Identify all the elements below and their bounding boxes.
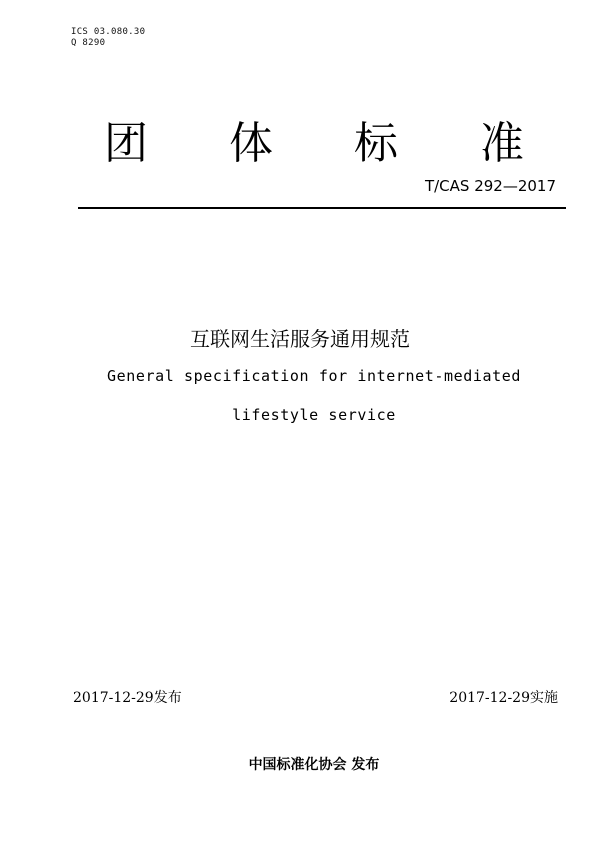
ics-code: ICS 03.080.30 — [71, 27, 146, 37]
header-divider — [78, 207, 566, 209]
ccs-code: Q 8290 — [71, 38, 106, 48]
document-title-chinese: 互联网生活服务通用规范 — [190, 327, 410, 351]
document-title-english-line2: lifestyle service — [232, 406, 396, 424]
standard-type-char: 准 — [480, 118, 524, 169]
issue-date: 2017-12-29发布 — [73, 690, 182, 706]
document-title-english-line1: General specification for internet-mediated — [106, 367, 522, 385]
standard-type-char: 体 — [229, 118, 273, 169]
publisher: 中国标准化协会 发布 — [248, 757, 380, 773]
standard-type-heading — [0, 116, 600, 176]
standard-type-char: 团 — [104, 118, 148, 169]
standard-type-char: 标 — [354, 118, 398, 169]
implementation-date: 2017-12-29实施 — [449, 690, 558, 706]
standard-number: T/CAS 292—2017 — [424, 177, 556, 195]
